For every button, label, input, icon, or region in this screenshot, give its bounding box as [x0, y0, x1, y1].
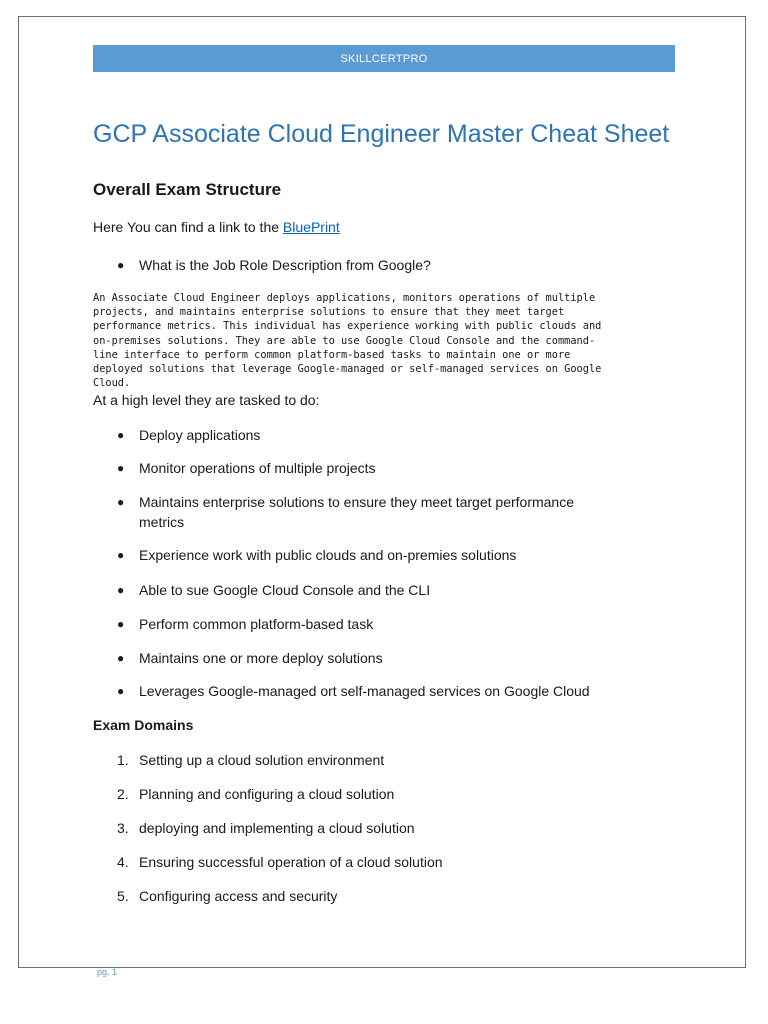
bullet-icon: ●: [117, 428, 125, 442]
bullet-icon: ●: [117, 583, 125, 597]
task-text: Experience work with public clouds and on-premies solutions: [139, 547, 517, 563]
bullet-icon: ●: [117, 495, 125, 509]
domain-number: 4.: [117, 854, 129, 870]
domain-number: 2.: [117, 786, 129, 802]
task-text-line: metrics: [139, 514, 185, 530]
bullet-icon: ●: [117, 258, 125, 272]
banner-label: SKILLCERTPRO: [340, 52, 428, 65]
description-line: deployed solutions that leverage Google-managed or self-managed services on Google: [93, 363, 602, 376]
tasks-lead: At a high level they are tasked to do:: [93, 392, 320, 408]
domain-text: Planning and configuring a cloud solution: [139, 786, 395, 802]
blueprint-link[interactable]: BluePrint: [282, 219, 340, 235]
domain-item: [117, 750, 657, 770]
domain-item: [117, 784, 657, 804]
question-bullet: [117, 255, 657, 275]
domain-text: deploying and implementing a cloud solution: [139, 820, 415, 836]
role-description: [93, 291, 683, 390]
list-item: [117, 648, 657, 668]
task-text: Perform common platform-based task: [139, 616, 374, 632]
page-number: pg. 1: [97, 967, 118, 977]
domain-number: 3.: [117, 820, 129, 836]
task-text: Monitor operations of multiple projects: [139, 460, 376, 476]
bullet-icon: ●: [117, 617, 125, 631]
list-item: [117, 681, 657, 701]
task-text: Able to sue Google Cloud Console and the CLI: [139, 582, 431, 598]
description-line: performance metrics. This individual has experience working with public clouds and: [93, 320, 602, 333]
task-text-line: Maintains enterprise solutions to ensure they meet target performance: [139, 494, 575, 510]
list-item: [117, 545, 657, 565]
description-line: line interface to perform common platform-based tasks to maintain one or more: [93, 348, 571, 361]
bullet-icon: ●: [117, 684, 125, 698]
domain-text: Setting up a cloud solution environment: [139, 752, 385, 768]
bullet-icon: ●: [117, 461, 125, 475]
bullet-icon: ●: [117, 651, 125, 665]
list-item: [117, 614, 657, 634]
bullet-icon: ●: [117, 548, 125, 562]
description-line: projects, and maintains enterprise solutions to ensure that they meet target: [93, 306, 565, 319]
domain-item: [117, 818, 657, 838]
list-item: [117, 458, 657, 478]
question-text: What is the Job Role Description from Google?: [139, 257, 431, 273]
header-banner: [93, 45, 675, 72]
domain-item: [117, 852, 657, 872]
intro-text: Here You can find a link to the: [93, 219, 283, 235]
domain-text: Ensuring successful operation of a cloud solution: [139, 854, 443, 870]
section-heading: Overall Exam Structure: [93, 180, 282, 199]
domain-item: [117, 886, 657, 906]
list-item: [117, 580, 657, 600]
task-text: [139, 492, 574, 532]
list-item: [117, 492, 657, 532]
domains-heading: Exam Domains: [93, 717, 194, 733]
domain-text: Configuring access and security: [139, 888, 338, 904]
intro-paragraph: [93, 219, 340, 235]
document-title: GCP Associate Cloud Engineer Master Cheat Sheet: [93, 120, 670, 148]
description-line: Cloud.: [93, 377, 131, 390]
task-text: Leverages Google-managed ort self-managed services on Google Cloud: [139, 683, 590, 699]
domain-number: 1.: [117, 752, 129, 768]
list-item: [117, 425, 657, 445]
task-text: Maintains one or more deploy solutions: [139, 650, 383, 666]
description-line: An Associate Cloud Engineer deploys applications, monitors operations of multiple: [93, 292, 596, 304]
domain-number: 5.: [117, 888, 129, 904]
description-line: on-premises solutions. They are able to use Google Cloud Console and the command-: [93, 334, 596, 347]
task-text: Deploy applications: [139, 427, 261, 443]
